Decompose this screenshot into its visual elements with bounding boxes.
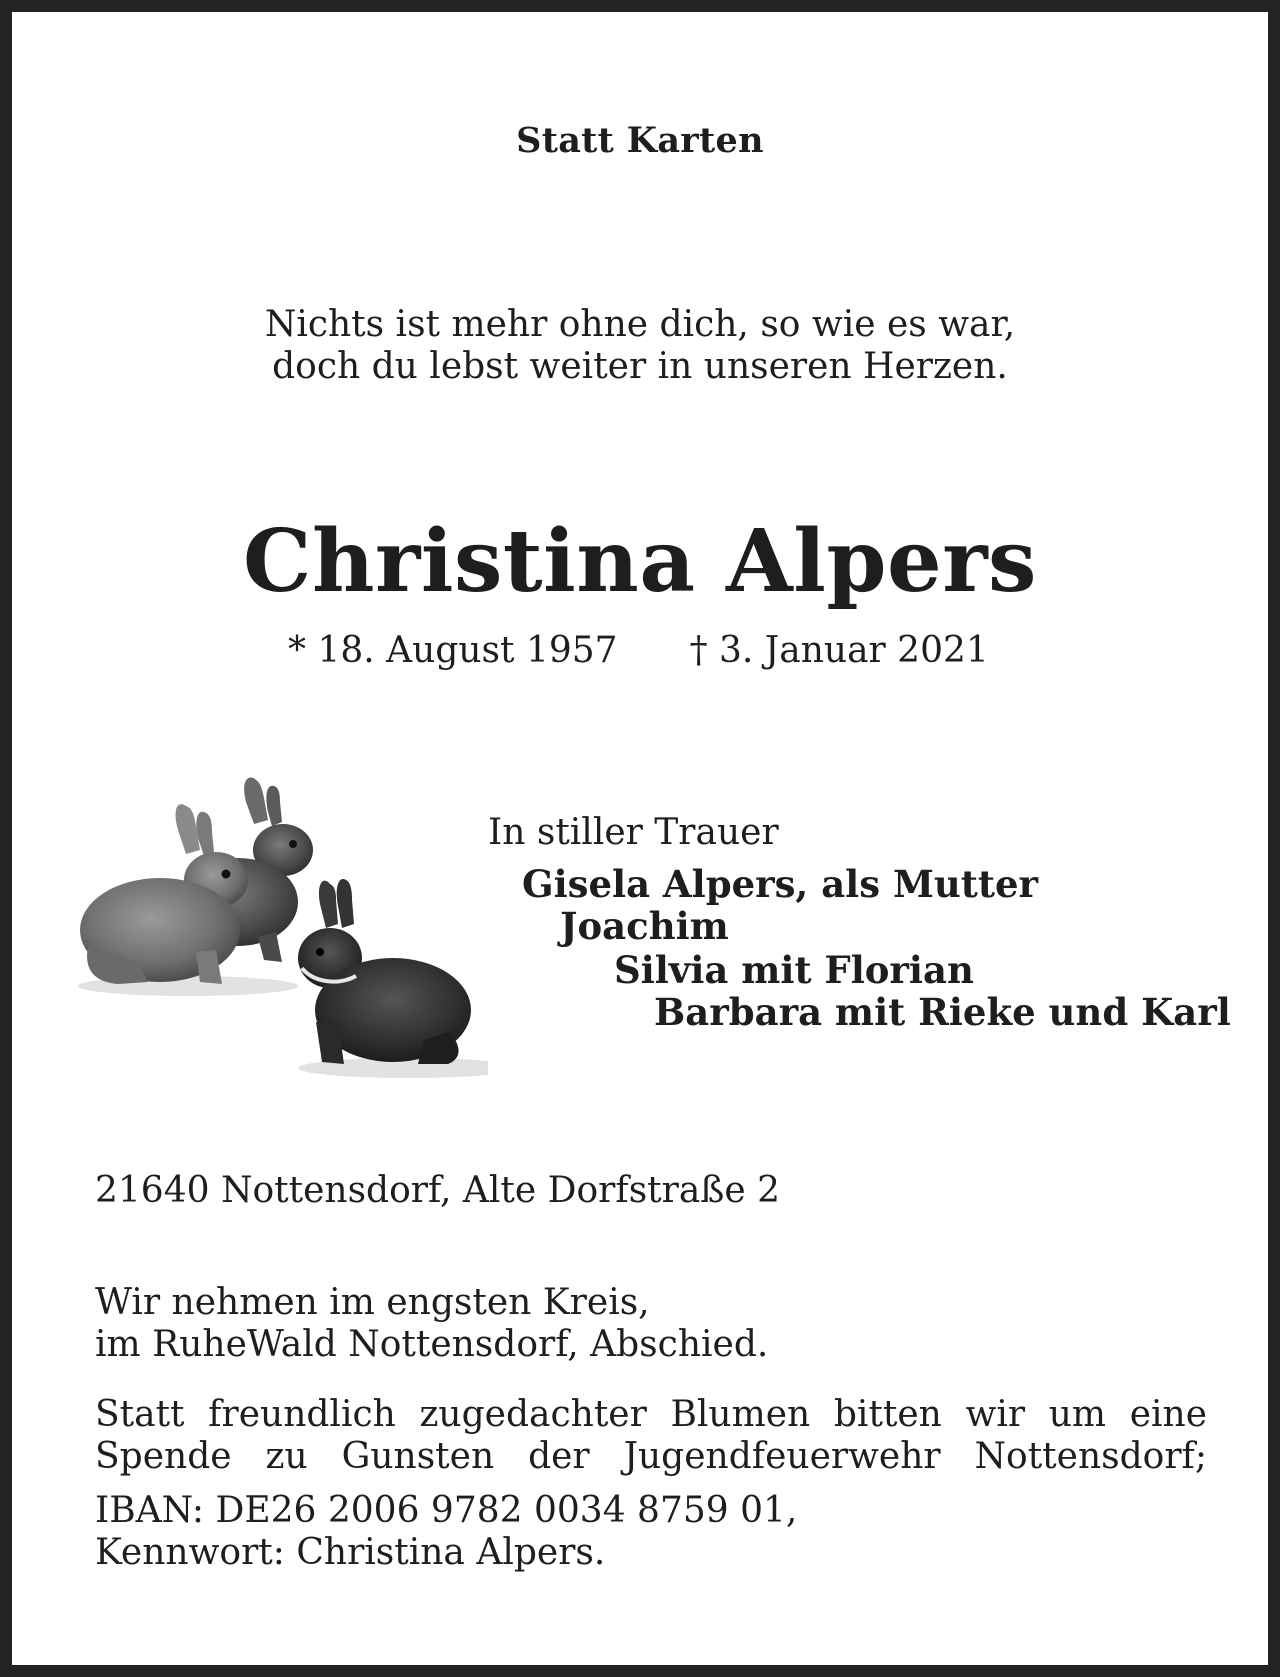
donation-text bbox=[95, 1394, 1207, 1478]
iban: IBAN: DE26 2006 9782 0034 8759 01, bbox=[95, 1490, 798, 1531]
birth-date: * 18. August 1957 bbox=[288, 630, 618, 671]
mourner-4: Barbara mit Rieke und Karl bbox=[654, 990, 1231, 1034]
mourning-intro: In stiller Trauer bbox=[488, 812, 779, 853]
rabbit-left bbox=[80, 804, 248, 984]
header-statt-karten: Statt Karten bbox=[516, 120, 764, 161]
verse-line-1: Nichts ist mehr ohne dich, so wie es war, bbox=[264, 304, 1016, 345]
deceased-name: Christina Alpers bbox=[243, 511, 1037, 612]
mourner-3: Silvia mit Florian bbox=[614, 948, 974, 992]
life-dates bbox=[288, 630, 989, 671]
memorial-verse bbox=[24, 304, 1256, 388]
death-date: † 3. Januar 2021 bbox=[689, 630, 989, 671]
verse-line-2: doch du lebst weiter in unseren Herzen. bbox=[272, 346, 1008, 387]
farewell-line-2: im RuheWald Nottensdorf, Abschied. bbox=[95, 1324, 769, 1365]
farewell-line-1: Wir nehmen im engsten Kreis, bbox=[95, 1282, 650, 1323]
rabbits-illustration-icon bbox=[68, 772, 488, 1082]
donation-line-1: Statt freundlich zugedachter Blumen bitten wir um eine bbox=[95, 1394, 1207, 1435]
rabbit-right bbox=[298, 879, 471, 1064]
donation-line-2: Spende zu Gunsten der Jugendfeuerwehr Nottensdorf; bbox=[95, 1436, 1207, 1477]
address: 21640 Nottensdorf, Alte Dorfstraße 2 bbox=[95, 1170, 781, 1211]
bank-details bbox=[95, 1490, 797, 1574]
mourner-2: Joachim bbox=[560, 904, 729, 948]
mourner-1: Gisela Alpers, als Mutter bbox=[522, 862, 1039, 906]
keyword: Kennwort: Christina Alpers. bbox=[95, 1532, 606, 1573]
farewell-text bbox=[95, 1282, 768, 1366]
